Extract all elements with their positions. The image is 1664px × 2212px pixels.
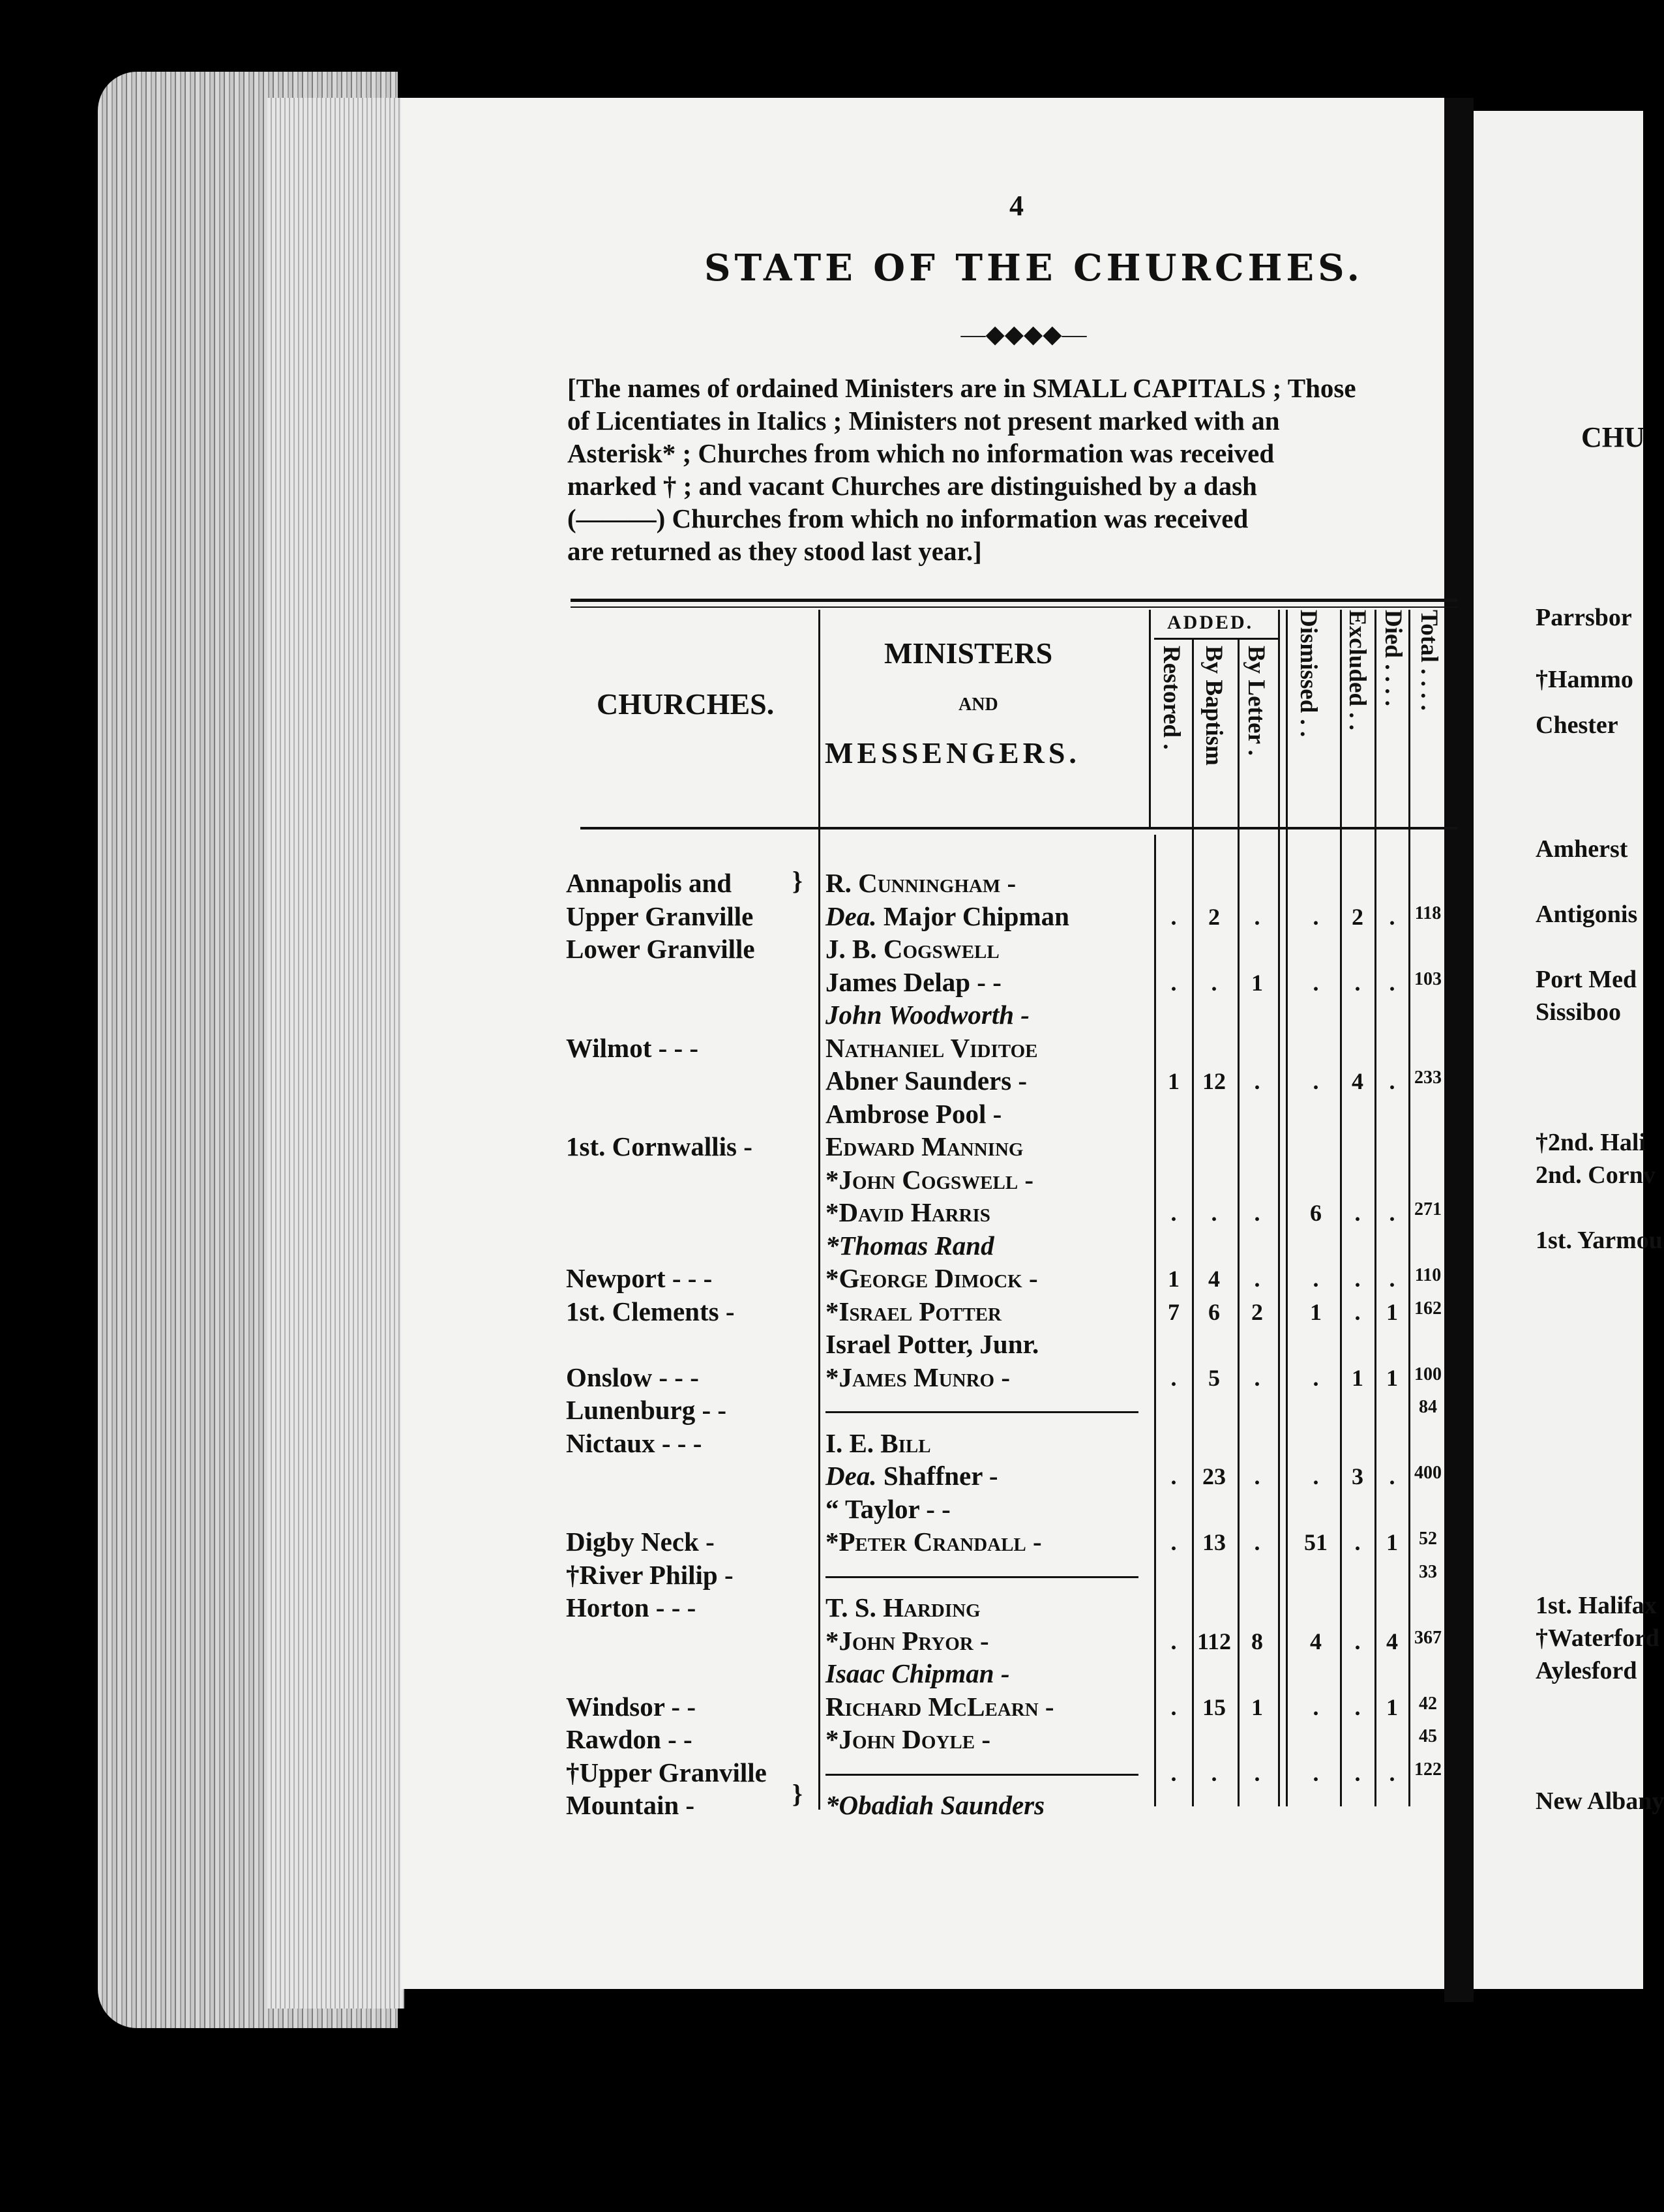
value-excluded: .: [1354, 1694, 1361, 1720]
value-dismissed: 51: [1304, 1529, 1328, 1555]
church-name: Onslow - - -: [566, 1362, 699, 1392]
value-restored: 1: [1168, 1068, 1180, 1094]
facing-page-entry: 1st. Halifax: [1536, 1592, 1657, 1619]
value-baptism: 6: [1208, 1298, 1220, 1325]
value-excluded: .: [1354, 1759, 1361, 1786]
value-letter: 2: [1251, 1298, 1263, 1325]
value-total: 103: [1414, 968, 1442, 989]
intro-line: [The names of ordained Ministers are in SMALL CAPITALS ; Those: [567, 373, 1356, 403]
value-total: 33: [1419, 1561, 1437, 1582]
header-added: ADDED.: [1167, 612, 1254, 633]
value-excluded: 2: [1352, 903, 1363, 930]
value-died: .: [1389, 1266, 1395, 1292]
facing-page: [1474, 111, 1643, 1989]
value-restored: 1: [1168, 1266, 1180, 1292]
value-letter: 1: [1251, 1694, 1263, 1720]
value-excluded: 1: [1352, 1364, 1363, 1391]
church-name: Windsor - -: [566, 1691, 696, 1722]
minister-name: *John Doyle -: [825, 1724, 991, 1754]
intro-line: marked † ; and vacant Churches are distinguished by a dash: [567, 471, 1257, 501]
minister-name: [825, 1576, 1138, 1578]
value-baptism: .: [1211, 969, 1217, 996]
value-dismissed: .: [1313, 1759, 1319, 1786]
minister-name: *Obadiah Saunders: [825, 1790, 1045, 1820]
header-messengers: MESSENGERS.: [825, 736, 1080, 770]
minister-name: T. S. Harding: [825, 1592, 981, 1622]
facing-page-entry: †Hammo: [1536, 666, 1633, 693]
value-excluded: 3: [1352, 1463, 1363, 1489]
intro-line: Asterisk* ; Churches from which no information was received: [567, 438, 1275, 468]
page-title: STATE OF THE CHURCHES.: [704, 247, 1364, 290]
church-name: Wilmot - - -: [566, 1032, 699, 1063]
header-baptism: By Baptism: [1200, 646, 1227, 766]
minister-name: Isaac Chipman -: [825, 1658, 1010, 1688]
minister-name: Dea. Shaffner -: [825, 1461, 998, 1491]
value-restored: .: [1170, 1200, 1177, 1226]
value-dismissed: .: [1313, 969, 1319, 996]
value-restored: .: [1170, 903, 1177, 930]
value-baptism: 13: [1202, 1529, 1226, 1555]
intro-line: are returned as they stood last year.]: [567, 536, 982, 566]
minister-name: “ Taylor - -: [825, 1493, 951, 1524]
value-letter: 1: [1251, 969, 1263, 996]
intro-line: of Licentiates in Italics ; Ministers not present marked with an: [567, 406, 1280, 436]
value-restored: .: [1170, 969, 1177, 996]
value-died: .: [1389, 1200, 1395, 1226]
page-number: 4: [1009, 190, 1024, 222]
value-letter: .: [1254, 1364, 1260, 1391]
value-baptism: 15: [1202, 1694, 1226, 1720]
facing-page-entry: Aylesford: [1536, 1657, 1637, 1684]
minister-name: [825, 1774, 1138, 1776]
minister-name: R. Cunningham -: [825, 868, 1017, 898]
column-rule-ministers: [1149, 610, 1151, 828]
value-total: 52: [1419, 1529, 1437, 1549]
minister-name: Edward Manning: [825, 1131, 1024, 1161]
value-restored: .: [1170, 1759, 1177, 1786]
value-died: .: [1389, 903, 1395, 930]
minister-name: Ambrose Pool -: [825, 1098, 1002, 1129]
value-died: 4: [1386, 1628, 1398, 1654]
value-total: 367: [1414, 1627, 1442, 1648]
minister-name: *David Harris: [825, 1197, 990, 1227]
value-total: 271: [1414, 1199, 1442, 1219]
value-baptism: 5: [1208, 1364, 1220, 1391]
church-name: Newport - - -: [566, 1263, 713, 1293]
minister-name: J. B. Cogswell: [825, 934, 1000, 964]
facing-page-entry: 2nd. Cornv: [1536, 1161, 1656, 1189]
facing-page-entry: †Waterford: [1536, 1624, 1659, 1652]
facing-page-entry: Parrsbor: [1536, 604, 1632, 631]
value-restored: 7: [1168, 1298, 1180, 1325]
facing-page-entry: Amherst: [1536, 835, 1628, 863]
church-name: Upper Granville: [566, 901, 754, 931]
value-died: .: [1389, 1068, 1395, 1094]
value-dismissed: .: [1313, 1266, 1319, 1292]
value-letter: .: [1254, 1463, 1260, 1489]
table-top-rule: [571, 599, 1457, 602]
value-total: 233: [1414, 1068, 1442, 1088]
minister-name: Israel Potter, Junr.: [825, 1329, 1039, 1359]
value-excluded: .: [1354, 1529, 1361, 1555]
header-and: AND: [958, 695, 998, 715]
value-restored: .: [1170, 1364, 1177, 1391]
minister-name: *John Pryor -: [825, 1625, 989, 1656]
header-letter: By Letter .: [1243, 646, 1270, 756]
value-dismissed: .: [1313, 1364, 1319, 1391]
church-name: Horton - - -: [566, 1592, 696, 1622]
page-stack: [267, 98, 404, 2009]
minister-name: *Thomas Rand: [825, 1230, 994, 1261]
facing-page-entry: Chester: [1536, 711, 1618, 739]
minister-name: *George Dimock -: [825, 1263, 1038, 1293]
value-dismissed: 1: [1310, 1298, 1322, 1325]
header-total: Total . . . .: [1416, 610, 1442, 711]
column-rule-churches: [818, 610, 820, 1810]
value-baptism: .: [1211, 1759, 1217, 1786]
value-letter: .: [1254, 1266, 1260, 1292]
minister-name: [825, 1411, 1138, 1413]
value-total: 100: [1414, 1364, 1442, 1384]
deacon-abbrev: Dea.: [825, 1461, 884, 1491]
value-dismissed: 4: [1310, 1628, 1322, 1654]
value-died: 1: [1386, 1694, 1398, 1720]
value-died: 1: [1386, 1298, 1398, 1325]
value-died: .: [1389, 1463, 1395, 1489]
value-died: .: [1389, 969, 1395, 996]
value-letter: .: [1254, 1068, 1260, 1094]
minister-name: Richard McLearn -: [825, 1691, 1054, 1722]
minister-name: *John Cogswell -: [825, 1164, 1034, 1195]
value-dismissed: .: [1313, 1463, 1319, 1489]
value-baptism: .: [1211, 1200, 1217, 1226]
header-excluded: Excluded . .: [1344, 610, 1371, 731]
church-name: 1st. Clements -: [566, 1296, 735, 1326]
facing-page-entry: Antigonis: [1536, 901, 1638, 928]
value-total: 110: [1414, 1265, 1442, 1285]
value-letter: 8: [1251, 1628, 1263, 1654]
value-restored: .: [1170, 1463, 1177, 1489]
brace: }: [792, 866, 803, 895]
value-total: 122: [1414, 1759, 1442, 1780]
value-baptism: 112: [1196, 1628, 1231, 1654]
value-died: 1: [1386, 1364, 1398, 1391]
minister-name: *Israel Potter: [825, 1296, 1002, 1326]
value-letter: .: [1254, 1200, 1260, 1226]
value-excluded: .: [1354, 1200, 1361, 1226]
value-restored: .: [1170, 1694, 1177, 1720]
column-rule-added-right: [1278, 610, 1280, 1806]
table-header-rule: [580, 827, 1457, 830]
church-name: Lower Granville: [566, 934, 755, 964]
value-total: 118: [1414, 903, 1442, 923]
church-name: Mountain -: [566, 1790, 695, 1820]
minister-name: Dea. Major Chipman: [825, 901, 1069, 931]
value-dismissed: .: [1313, 1694, 1319, 1720]
church-name: Annapolis and: [566, 868, 732, 898]
value-excluded: .: [1354, 969, 1361, 996]
minister-name: John Woodworth -: [825, 1000, 1030, 1030]
value-baptism: 12: [1202, 1068, 1226, 1094]
minister-name: *James Munro -: [825, 1362, 1011, 1392]
value-died: .: [1389, 1759, 1395, 1786]
ornament: —◆◆◆◆—: [960, 321, 1087, 348]
value-baptism: 2: [1208, 903, 1220, 930]
church-name: 1st. Cornwallis -: [566, 1131, 752, 1161]
church-name: Digby Neck -: [566, 1527, 715, 1557]
facing-page-entry: 1st. Yarmou: [1536, 1227, 1663, 1254]
value-total: 84: [1419, 1397, 1437, 1417]
header-ministers: MINISTERS: [884, 636, 1053, 670]
value-dismissed: .: [1313, 1068, 1319, 1094]
value-total: 45: [1419, 1726, 1437, 1746]
column-rule-dismissed: [1286, 610, 1288, 1806]
value-letter: .: [1254, 1759, 1260, 1786]
value-excluded: .: [1354, 1266, 1361, 1292]
value-baptism: 4: [1208, 1266, 1220, 1292]
table-top-rule-2: [571, 606, 1457, 608]
facing-page-entry: New Albany: [1536, 1787, 1664, 1815]
value-total: 400: [1414, 1463, 1442, 1483]
facing-page-heading: CHU: [1581, 421, 1645, 453]
value-excluded: .: [1354, 1628, 1361, 1654]
header-restored: Restored .: [1158, 646, 1185, 750]
facing-page-entry: Sissiboo: [1536, 998, 1621, 1026]
minister-name: *Peter Crandall -: [825, 1527, 1042, 1557]
value-total: 42: [1419, 1693, 1437, 1714]
minister-name: Nathaniel Viditoe: [825, 1032, 1038, 1063]
value-letter: .: [1254, 1529, 1260, 1555]
value-dismissed: .: [1313, 903, 1319, 930]
header-churches: CHURCHES.: [597, 687, 775, 721]
value-dismissed: 6: [1310, 1200, 1322, 1226]
minister-name: Abner Saunders -: [825, 1066, 1028, 1096]
church-name: †Upper Granville: [566, 1757, 767, 1787]
value-excluded: 4: [1352, 1068, 1363, 1094]
minister-name: I. E. Bill: [825, 1427, 931, 1458]
minister-name: James Delap - -: [825, 966, 1002, 997]
facing-page-entry: Port Med: [1536, 966, 1637, 993]
value-died: 1: [1386, 1529, 1398, 1555]
value-baptism: 23: [1202, 1463, 1226, 1489]
intro-line: (———) Churches from which no information was received: [567, 503, 1249, 533]
header-dismissed: Dismissed . .: [1295, 610, 1322, 738]
value-excluded: .: [1354, 1298, 1361, 1325]
value-letter: .: [1254, 903, 1260, 930]
church-name: Rawdon - -: [566, 1724, 692, 1754]
header-died: Died . . . .: [1380, 610, 1406, 706]
value-restored: .: [1170, 1628, 1177, 1654]
church-name: Nictaux - - -: [566, 1427, 702, 1458]
intro-note: [567, 372, 1467, 567]
brace: }: [792, 1779, 803, 1808]
added-rule: [1154, 638, 1279, 640]
church-name: †River Philip -: [566, 1559, 734, 1590]
deacon-abbrev: Dea.: [825, 901, 884, 931]
value-restored: .: [1170, 1529, 1177, 1555]
church-name: Lunenburg - -: [566, 1395, 727, 1425]
facing-page-entry: †2nd. Hali: [1536, 1129, 1646, 1156]
value-total: 162: [1414, 1298, 1442, 1319]
